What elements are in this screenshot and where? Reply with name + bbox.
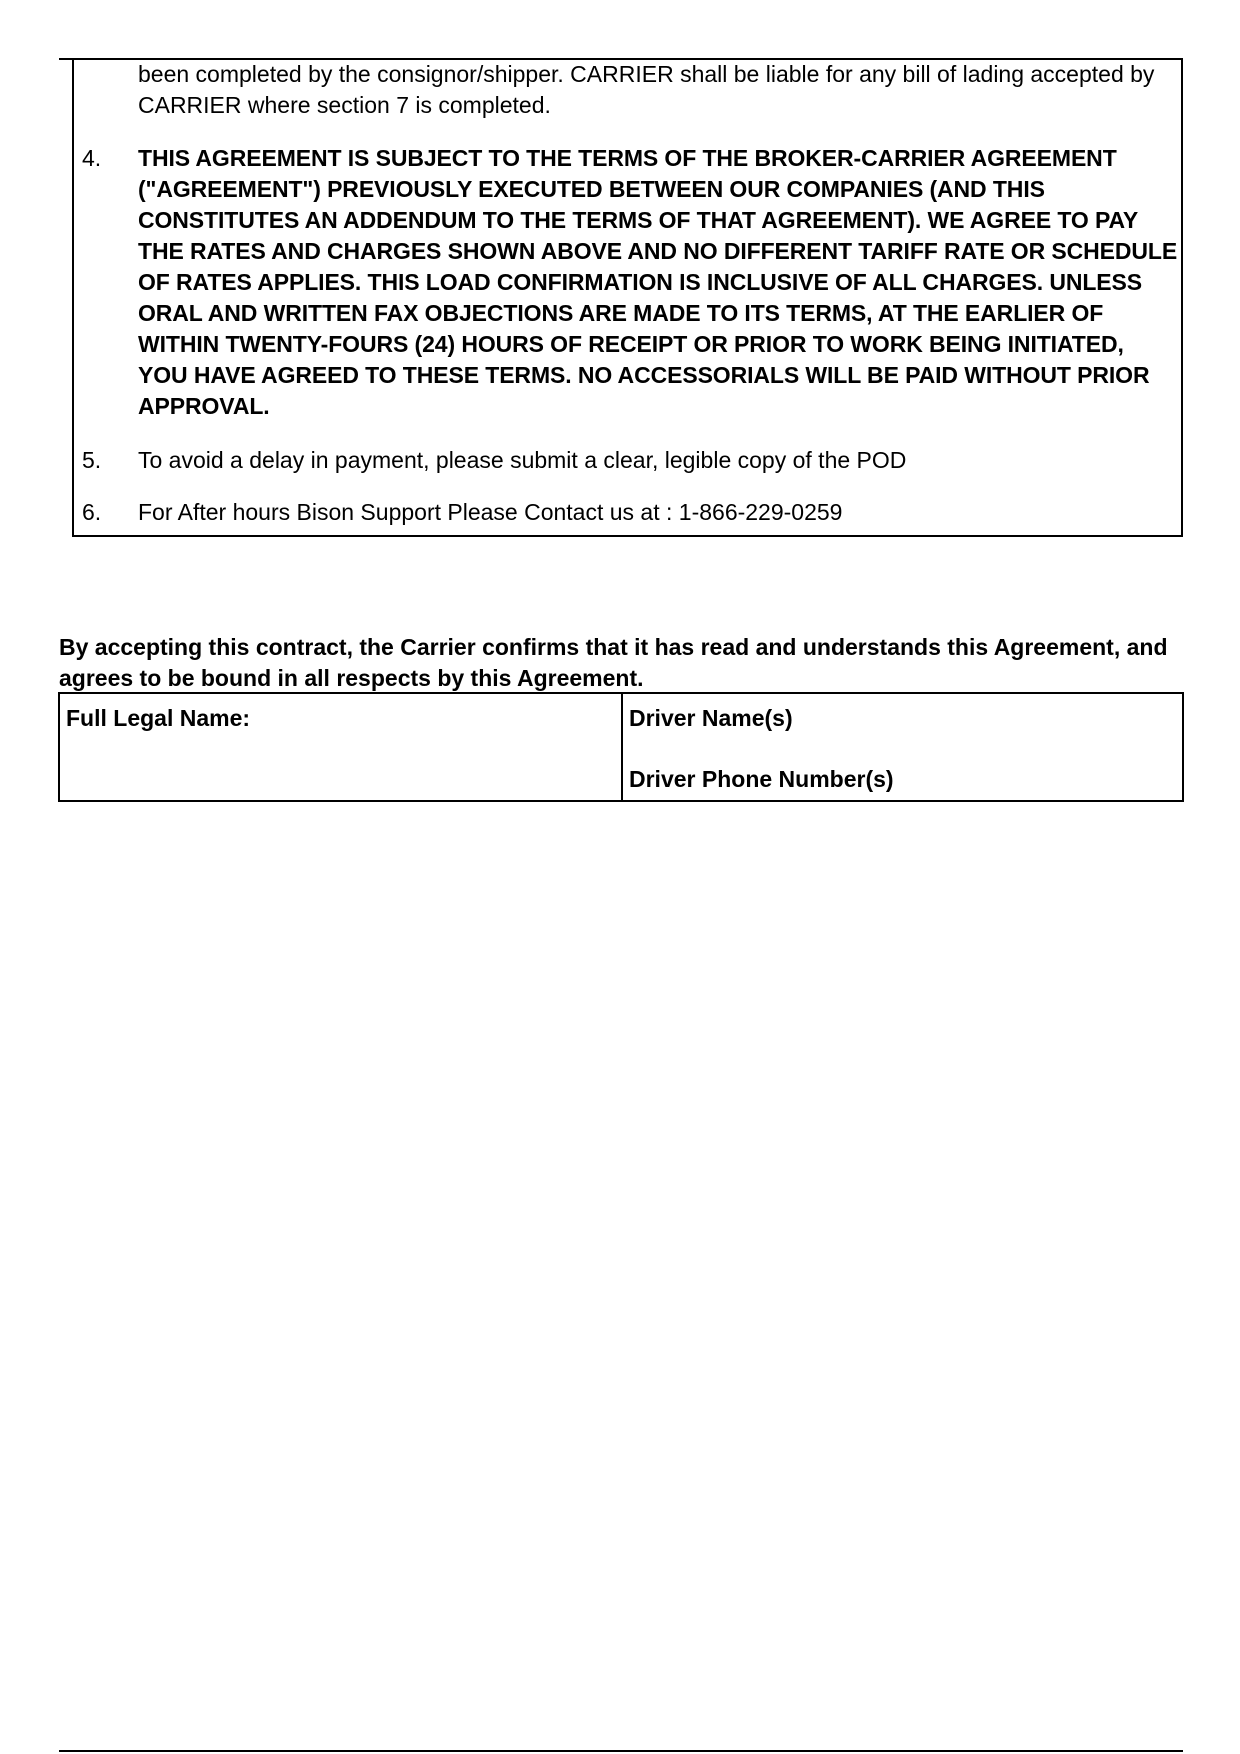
signature-table	[58, 692, 1184, 802]
box-edge-tick	[59, 58, 73, 60]
item-number: 5.	[82, 447, 102, 473]
terms-continued-text: been completed by the consignor/shipper. CARRIER shall be liable for any bill of lading accepted by CARRIER where section 7 is completed.	[138, 61, 1155, 118]
table-divider	[621, 694, 623, 800]
full-legal-name-label: Full Legal Name:	[66, 705, 251, 731]
footer-rule	[59, 1750, 1183, 1752]
item-number: 4.	[82, 145, 102, 171]
item-text: THIS AGREEMENT IS SUBJECT TO THE TERMS OF THE BROKER-CARRIER AGREEMENT ("AGREEMENT") PREVIOUSLY EXECUTED BETWEEN OUR COMPANIES (AND THIS CONSTITUTES AN ADDENDUM TO THE TERMS OF THAT AGREEMENT). WE AGREE TO PAY THE RATES AND CHARGES SHOWN ABOVE AND NO DIFFERENT TARIFF RATE OR SCHEDULE OF RATES APPLIES. THIS LOAD CONFIRMATION IS INCLUSIVE OF ALL CHARGES. UNLESS ORAL AND WRITTEN FAX OBJECTIONS ARE MADE TO ITS TERMS, AT THE EARLIER OF WITHIN TWENTY-FOURS (24) HOURS OF RECEIPT OR PRIOR TO WORK BEING INITIATED, YOU HAVE AGREED TO THESE TERMS. NO ACCESSORIALS WILL BE PAID WITHOUT PRIOR APPROVAL.	[138, 145, 1178, 419]
acceptance-statement: By accepting this contract, the Carrier confirms that it has read and understands this Agreement, and agrees to be bound in all respects by this Agreement.	[59, 634, 1168, 691]
driver-names-label: Driver Name(s)	[629, 705, 793, 731]
driver-phone-label: Driver Phone Number(s)	[629, 766, 894, 792]
item-text: To avoid a delay in payment, please submit a clear, legible copy of the POD	[138, 447, 907, 473]
item-text: For After hours Bison Support Please Contact us at : 1-866-229-0259	[138, 499, 843, 525]
item-number: 6.	[82, 499, 102, 525]
